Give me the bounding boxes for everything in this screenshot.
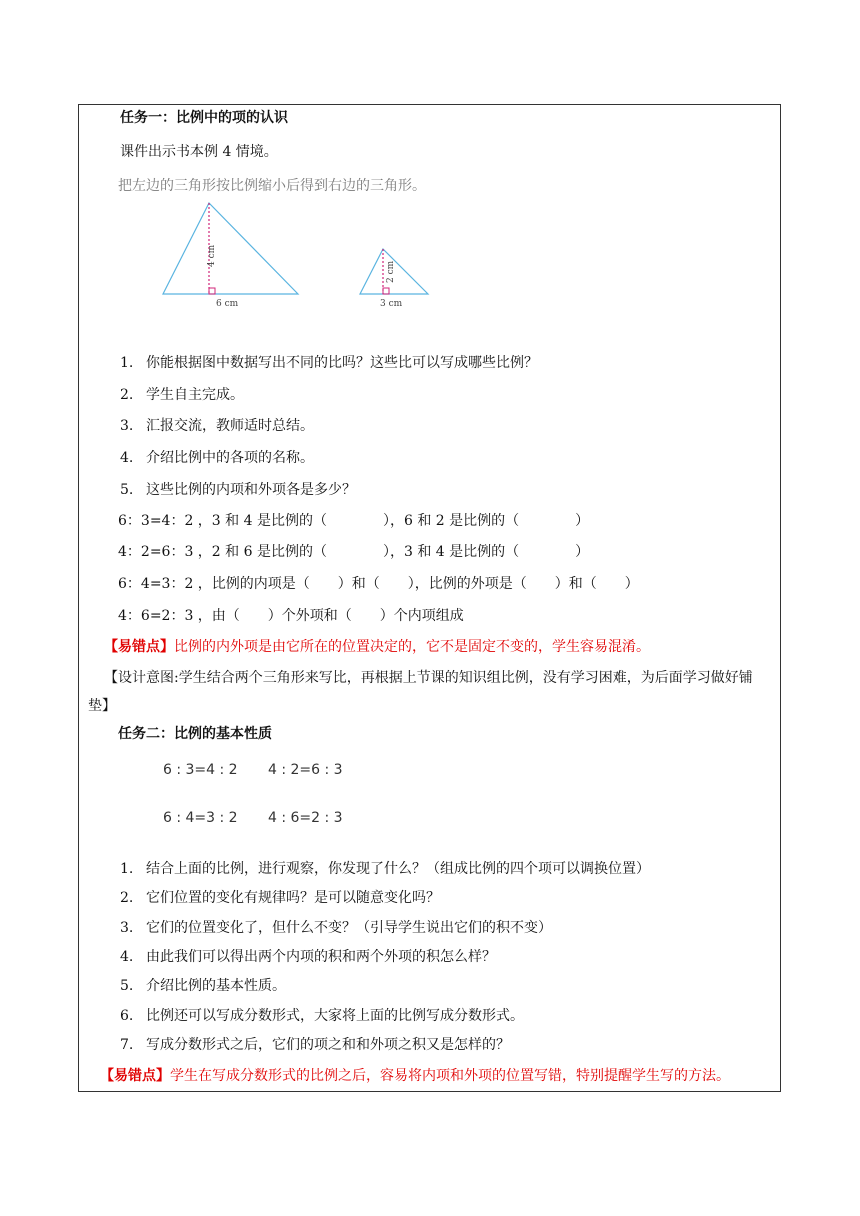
task1-step: 1. 你能根据图中数据写出不同的比吗？这些比可以写成哪些比例？ (120, 355, 538, 371)
task1-step: 4. 介绍比例中的各项的名称。 (120, 450, 314, 466)
large-triangle (163, 203, 298, 294)
task1-intro: 课件出示书本例 4 情境。 (120, 144, 278, 160)
task2-step: 7. 写成分数形式之后，它们的项之和和外项之积又是怎样的？ (120, 1037, 510, 1053)
large-height-label: 4 cm (207, 244, 217, 267)
equation: 4 : 2=6 : 3 (268, 762, 343, 778)
error-point-2: 【易错点】学生在写成分数形式的比例之后，容易将内项和外项的位置写错，特别提醒学生写的方法。 (100, 1068, 730, 1084)
triangles-figure (150, 195, 450, 310)
right-angle-mark (383, 288, 389, 294)
task2-title: 任务二：比例的基本性质 (118, 726, 272, 742)
task1-step: 3. 汇报交流，教师适时总结。 (120, 418, 314, 434)
right-angle-mark (209, 288, 215, 294)
task1-step: 5. 这些比例的内项和外项各是多少？ (120, 482, 356, 498)
task2-step: 1. 结合上面的比例，进行观察，你发现了什么？（组成比例的四个项可以调换位置） (120, 861, 650, 877)
task2-step: 4. 由此我们可以得出两个内项的积和两个外项的积怎么样？ (120, 949, 496, 965)
fill-blank-line: 6：4=3：2 ，比例的内项是（ ）和（ ），比例的外项是（ ）和（ ） (118, 576, 639, 592)
design-note: 【设计意图:学生结合两个三角形来写比，再根据上节课的知识组比例，没有学习困难，为后面学习做好铺垫】 (88, 670, 753, 714)
equation: 6 : 3=4 : 2 (163, 762, 238, 778)
large-base-label: 6 cm (216, 299, 239, 309)
task2-step: 6. 比例还可以写成分数形式，大家将上面的比例写成分数形式。 (120, 1008, 524, 1024)
small-height-label: 2 cm (386, 260, 396, 283)
task2-step: 2. 它们位置的变化有规律吗？是可以随意变化吗？ (120, 890, 440, 906)
fill-blank-line: 6：3=4：2 ，3 和 4 是比例的（ ），6 和 2 是比例的（ ） (118, 513, 590, 529)
equation: 4 : 6=2 : 3 (268, 810, 343, 826)
small-base-label: 3 cm (380, 299, 403, 309)
error-point-1: 【易错点】比例的内外项是由它所在的位置决定的，它不是固定不变的，学生容易混淆。 (104, 639, 650, 655)
fill-blank-line: 4：6=2：3 ，由（ ）个外项和（ ）个内项组成 (118, 608, 464, 624)
task2-step: 3. 它们的位置变化了，但什么不变？（引导学生说出它们的积不变） (120, 920, 552, 936)
task1-title: 任务一：比例中的项的认识 (120, 110, 288, 126)
task2-step: 5. 介绍比例的基本性质。 (120, 978, 286, 994)
fill-blank-line: 4：2=6：3 ，2 和 6 是比例的（ ），3 和 4 是比例的（ ） (118, 544, 590, 560)
equation: 6 : 4=3 : 2 (163, 810, 238, 826)
figure-caption: 把左边的三角形按比例缩小后得到右边的三角形。 (118, 178, 426, 194)
task1-step: 2. 学生自主完成。 (120, 387, 244, 403)
